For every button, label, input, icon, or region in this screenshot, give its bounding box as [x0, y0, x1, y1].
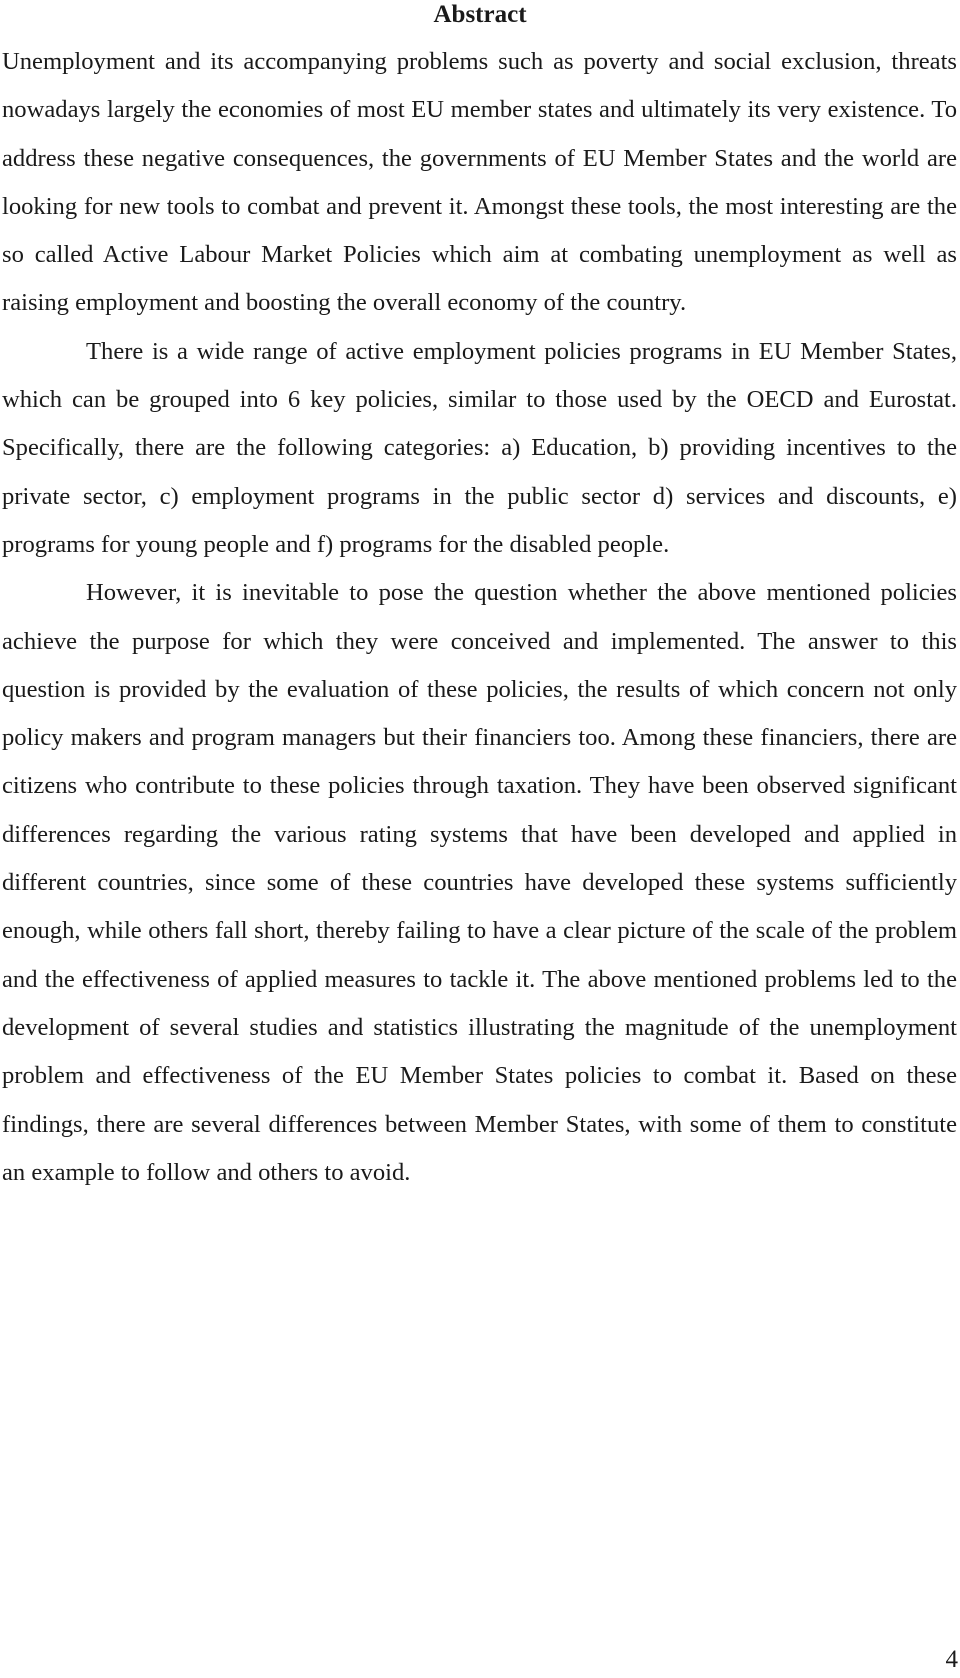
paragraph-1: Unemployment and its accompanying problems such as poverty and social exclusion, threats nowadays largely the economies of most EU member states and ultimately its very existence. To address these negative consequences, the governments of EU Member States and the world are looking for new tools to combat and prevent it. Amongst these tools, the most interesting are the so called Active Labour Market Policies which aim at combating unemployment as well as raising employment and boosting the overall economy of the country. — [2, 48, 957, 317]
paragraph-2: There is a wide range of active employment policies programs in EU Member States, which can be grouped into 6 key policies, similar to those used by the OECD and Eurostat. Specifically, there are the following categories: a) Education, b) providing incentives to the private sector, c) employment programs in the public sector d) services and discounts, e) programs for young people and f) programs for the disabled people. — [2, 337, 957, 558]
page-number: 4 — [945, 1646, 958, 1673]
paragraph-3: However, it is inevitable to pose the question whether the above mentioned policies achieve the purpose for which they were conceived and implemented. The answer to this question is provided by the evaluation of these policies, the results of which concern not only policy makers and program managers but their financiers too. Among these financiers, there are citizens who contribute to these policies through taxation. They have been observed significant differences regarding the various rating systems that have been developed and applied in different countries, since some of these countries have developed these systems sufficiently enough, while others fall short, thereby failing to have a clear picture of the scale of the problem and the effectiveness of applied measures to tackle it. The above mentioned problems led to the development of several studies and statistics illustrating the magnitude of the unemployment problem and effectiveness of the EU Member States policies to combat it. Based on these findings, there are several differences between Member States, with some of them to constitute an example to follow and others to avoid. — [2, 579, 957, 1186]
abstract-heading: Abstract — [433, 1, 527, 28]
abstract-body — [2, 38, 957, 1197]
